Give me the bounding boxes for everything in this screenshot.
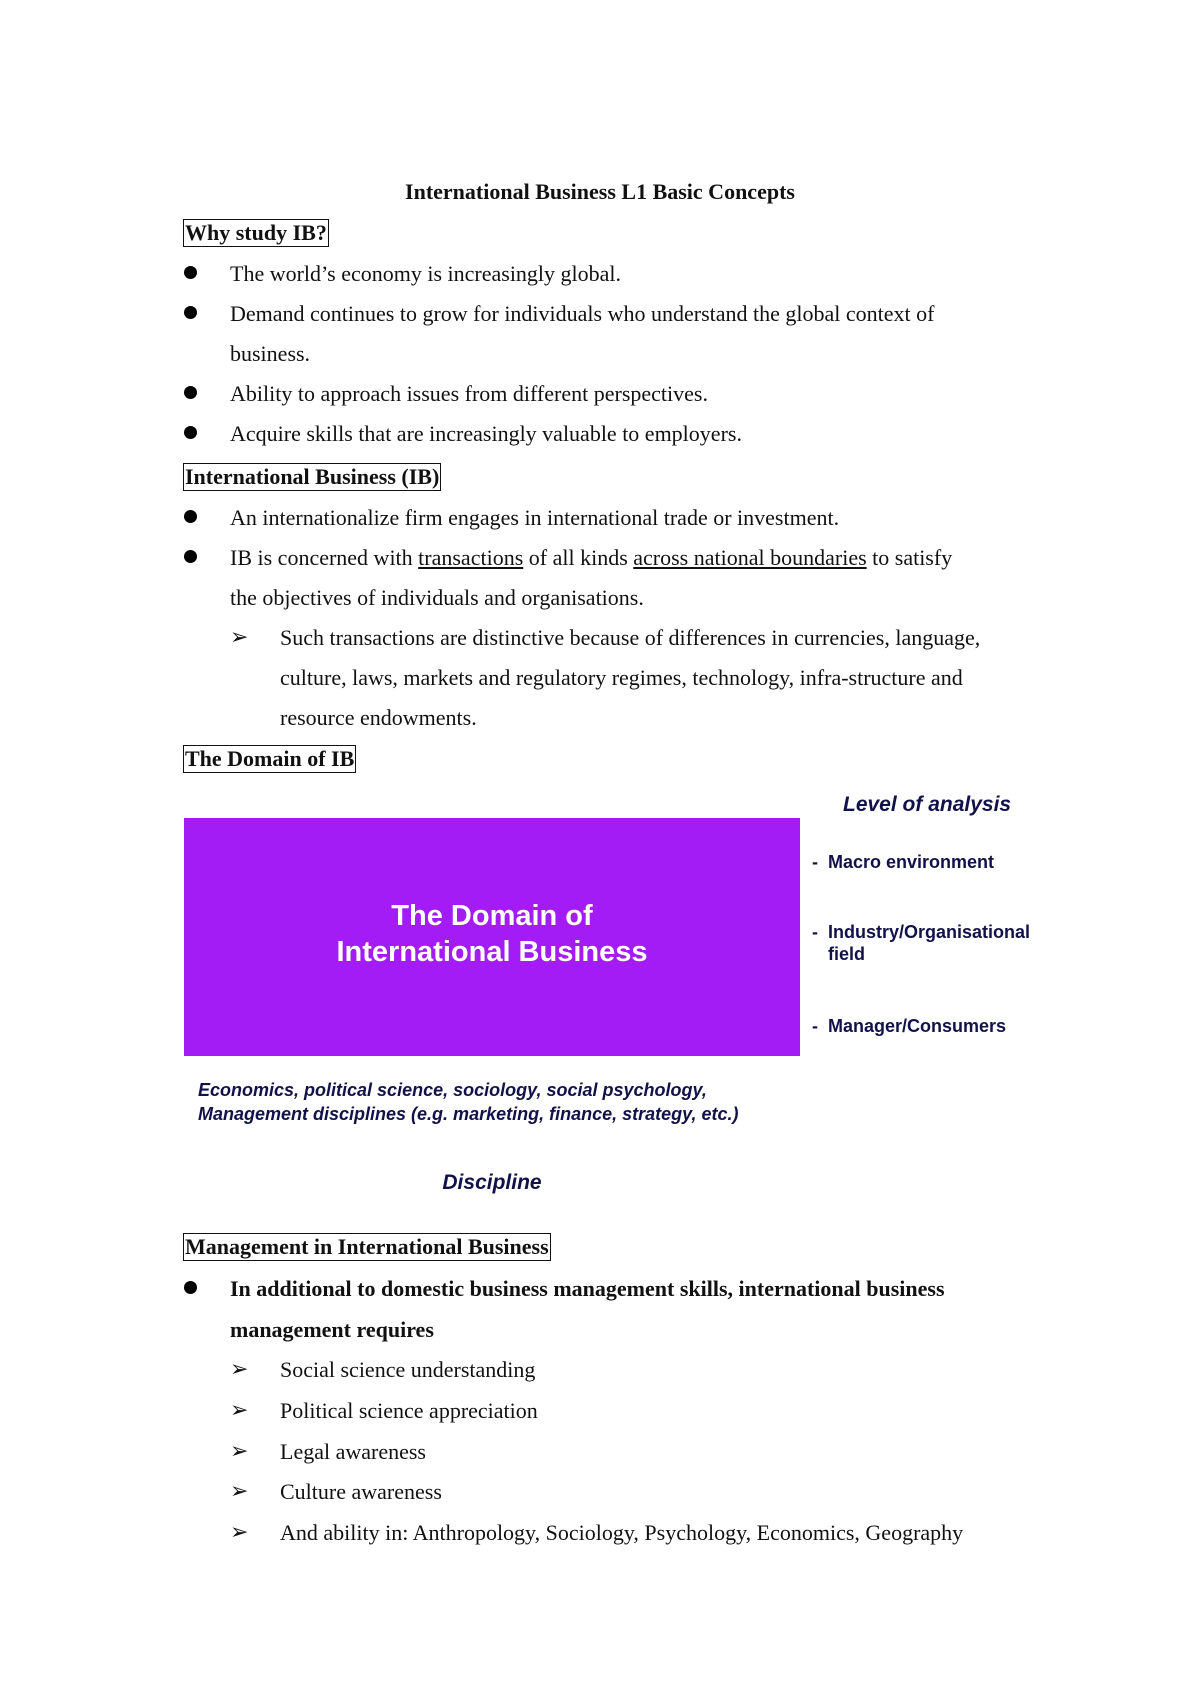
bullet-dot [184, 306, 197, 319]
bullet-dot [184, 386, 197, 399]
bullet-dot [184, 266, 197, 279]
arrow-bullet-icon: ➢ [230, 1439, 249, 1464]
sub-list-item: Legal awareness [280, 1439, 426, 1464]
list-item-continuation: the objectives of individuals and organisations. [230, 585, 644, 610]
sub-list-item: Social science understanding [280, 1357, 536, 1382]
arrow-bullet-icon: ➢ [230, 1398, 249, 1423]
document-title: International Business L1 Basic Concepts [405, 179, 795, 204]
bullet-dot [184, 550, 197, 563]
text-run: of all kinds [523, 545, 634, 570]
sub-list-item: Political science appreciation [280, 1398, 538, 1423]
level-label: Macro environment [828, 852, 995, 872]
list-item: Demand continues to grow for individuals who understand the global context of [230, 301, 935, 326]
level-item [812, 851, 994, 873]
sub-list-item: And ability in: Anthropology, Sociology, Psychology, Economics, Geography [280, 1520, 964, 1545]
arrow-bullet-icon: ➢ [230, 625, 249, 650]
domain-box-title [184, 898, 800, 970]
level-marker: - [812, 1016, 818, 1036]
underlined-term-transactions: transactions [418, 545, 524, 570]
arrow-bullet-icon: ➢ [230, 1520, 249, 1545]
list-item-continuation: business. [230, 341, 311, 366]
arrow-bullet-icon: ➢ [230, 1357, 249, 1382]
list-item: The world’s economy is increasingly global. [230, 261, 622, 286]
list-item: Acquire skills that are increasingly valuable to employers. [230, 421, 742, 446]
level-item [812, 921, 1031, 965]
sub-list-item: Culture awareness [280, 1479, 442, 1504]
bullet-dot [184, 1281, 197, 1294]
level-of-analysis-title: Level of analysis [843, 793, 1012, 816]
level-marker: - [812, 922, 818, 942]
disciplines-line: Economics, political science, sociology, social psychology, [198, 1080, 707, 1100]
bullet-dot [184, 426, 197, 439]
level-label: Industry/Organisational field [828, 922, 1031, 964]
text-run: to satisfy [866, 545, 953, 570]
domain-box-title-line: International Business [336, 936, 648, 968]
text-run: IB is concerned with [230, 545, 419, 570]
heading-domain-of-ib: The Domain of IB [185, 746, 355, 771]
sub-list-item: Such transactions are distinctive because of differences in currencies, language, [280, 625, 981, 650]
sub-list-item-continuation: resource endowments. [280, 705, 477, 730]
arrow-bullet-icon: ➢ [230, 1479, 249, 1504]
domain-box-title-line: The Domain of [391, 900, 593, 932]
heading-why-study-ib: Why study IB? [185, 220, 327, 245]
list-item-continuation: management requires [230, 1317, 434, 1342]
disciplines-line: Management disciplines (e.g. marketing, finance, strategy, etc.) [198, 1104, 739, 1124]
level-marker: - [812, 852, 818, 872]
list-item: In additional to domestic business management skills, international business [230, 1276, 945, 1301]
list-item: Ability to approach issues from different perspectives. [230, 381, 708, 406]
underlined-term-boundaries: across national boundaries [633, 545, 867, 570]
level-label: Manager/Consumers [828, 1016, 1007, 1036]
heading-international-business: International Business (IB) [185, 464, 440, 489]
discipline-title: Discipline [442, 1171, 542, 1194]
bullet-dot [184, 510, 197, 523]
sub-list-item-continuation: culture, laws, markets and regulatory regimes, technology, infra-structure and [280, 665, 963, 690]
heading-management-in-ib: Management in International Business [185, 1234, 549, 1259]
level-item [812, 1015, 1006, 1037]
list-item [230, 544, 952, 572]
list-item: An internationalize firm engages in international trade or investment. [230, 505, 840, 530]
